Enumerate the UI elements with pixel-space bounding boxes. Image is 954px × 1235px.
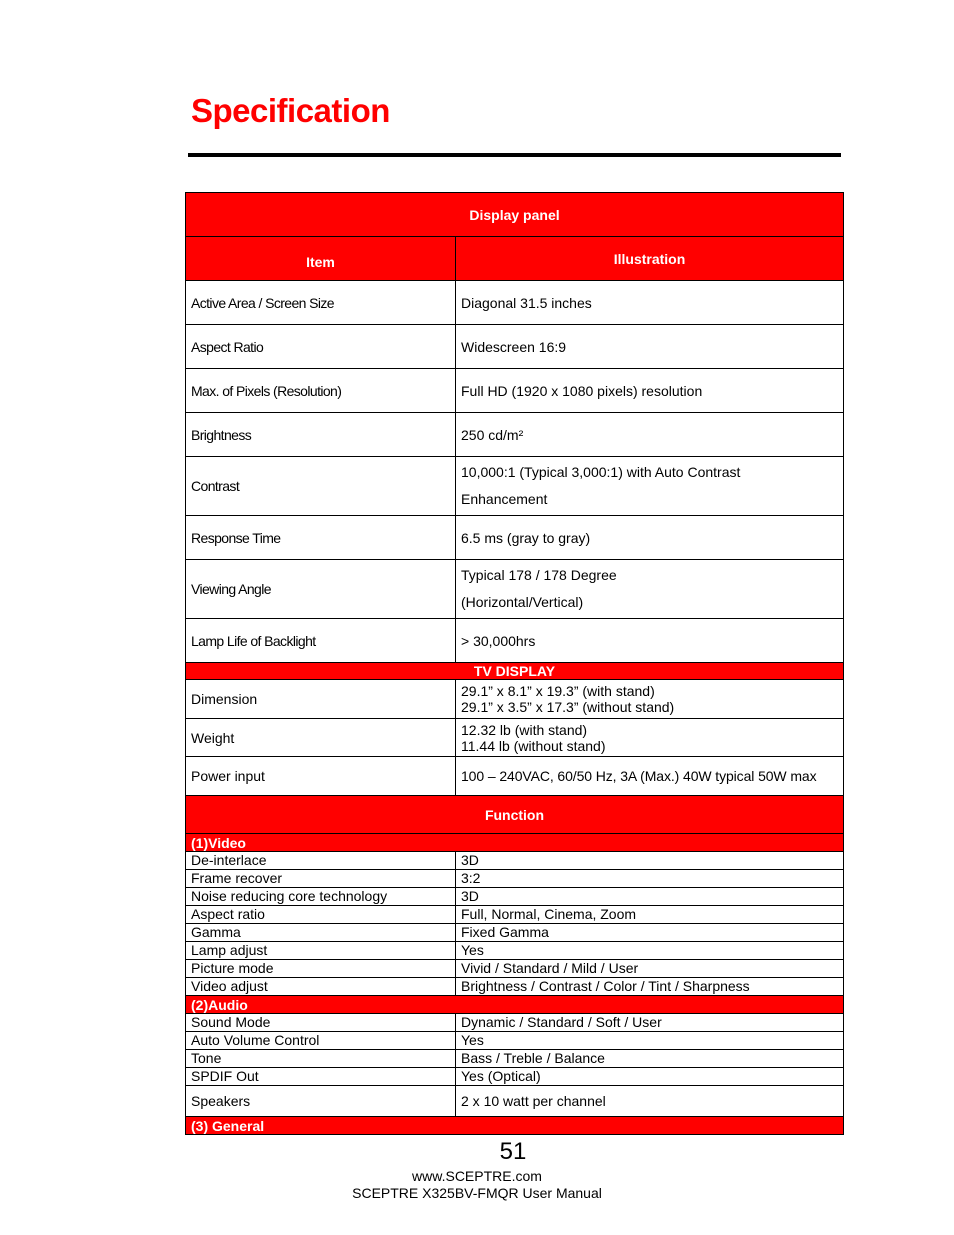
- row-value: Brightness / Contrast / Color / Tint / Sharpness: [456, 978, 844, 996]
- row-value: 3:2: [456, 870, 844, 888]
- page-number: 51: [499, 1138, 527, 1165]
- table-row: [186, 369, 844, 413]
- section-label: Display panel: [186, 193, 844, 237]
- row-item: Noise reducing core technology: [186, 888, 456, 906]
- row-value: > 30,000hrs: [456, 619, 844, 663]
- table-row: [186, 1068, 844, 1086]
- row-item: Brightness: [186, 413, 456, 457]
- row-value: 6.5 ms (gray to gray): [456, 516, 844, 560]
- table-row: [186, 719, 844, 757]
- subsection-video: [186, 834, 844, 852]
- spec-table: [185, 192, 844, 1135]
- row-value: 3D: [456, 852, 844, 870]
- row-item: Auto Volume Control: [186, 1032, 456, 1050]
- table-row: [186, 906, 844, 924]
- row-item: Lamp Life of Backlight: [186, 619, 456, 663]
- row-value: Fixed Gamma: [456, 924, 844, 942]
- table-row: [186, 560, 844, 619]
- row-item: Sound Mode: [186, 1014, 456, 1032]
- row-value: Diagonal 31.5 inches: [456, 281, 844, 325]
- subsection-general: [186, 1117, 844, 1135]
- row-value-line: 10,000:1 (Typical 3,000:1) with Auto Contrast: [461, 464, 741, 480]
- row-item: Lamp adjust: [186, 942, 456, 960]
- row-value: 2 x 10 watt per channel: [456, 1086, 844, 1117]
- section-function: [186, 796, 844, 834]
- subsection-audio: [186, 996, 844, 1014]
- row-item: Max. of Pixels (Resolution): [186, 369, 456, 413]
- table-row: [186, 619, 844, 663]
- row-value: [456, 680, 844, 719]
- row-value: Bass / Treble / Balance: [456, 1050, 844, 1068]
- row-value-line: 29.1” x 3.5” x 17.3” (without stand): [461, 699, 675, 715]
- table-row: [186, 325, 844, 369]
- row-value-line: Enhancement: [461, 491, 548, 507]
- table-row: [186, 1014, 844, 1032]
- row-item: Weight: [186, 719, 456, 757]
- section-label: TV DISPLAY: [186, 663, 844, 680]
- table-row: [186, 960, 844, 978]
- row-item: Contrast: [186, 457, 456, 516]
- row-item: SPDIF Out: [186, 1068, 456, 1086]
- footer-url: www.SCEPTRE.com: [412, 1168, 542, 1184]
- row-item: Tone: [186, 1050, 456, 1068]
- row-value: Full, Normal, Cinema, Zoom: [456, 906, 844, 924]
- row-item: Response Time: [186, 516, 456, 560]
- table-row: [186, 1050, 844, 1068]
- column-header-row: [186, 237, 844, 281]
- table-row: [186, 942, 844, 960]
- row-value: Vivid / Standard / Mild / User: [456, 960, 844, 978]
- row-value: 100 – 240VAC, 60/50 Hz, 3A (Max.) 40W typical 50W max: [456, 757, 844, 796]
- row-value: Full HD (1920 x 1080 pixels) resolution: [456, 369, 844, 413]
- row-item: Gamma: [186, 924, 456, 942]
- row-item: De-interlace: [186, 852, 456, 870]
- table-row: [186, 1086, 844, 1117]
- table-row: [186, 888, 844, 906]
- row-item: Video adjust: [186, 978, 456, 996]
- row-item: Dimension: [186, 680, 456, 719]
- row-value: Yes (Optical): [456, 1068, 844, 1086]
- row-item: Aspect ratio: [186, 906, 456, 924]
- row-item: Speakers: [186, 1086, 456, 1117]
- row-item: Aspect Ratio: [186, 325, 456, 369]
- title-rule: [188, 153, 841, 157]
- table-row: [186, 978, 844, 996]
- row-item: Active Area / Screen Size: [186, 281, 456, 325]
- table-row: [186, 281, 844, 325]
- section-tv-display: [186, 663, 844, 680]
- table-row: [186, 516, 844, 560]
- col-illustration-header: Illustration: [456, 237, 844, 281]
- section-label: Function: [186, 796, 844, 834]
- row-value: Yes: [456, 1032, 844, 1050]
- row-value-line: 11.44 lb (without stand): [461, 737, 606, 754]
- row-item: Picture mode: [186, 960, 456, 978]
- table-row: [186, 870, 844, 888]
- subsection-label: (1)Video: [186, 834, 844, 852]
- row-item: Frame recover: [186, 870, 456, 888]
- page-title: Specification: [191, 92, 390, 129]
- table-row: [186, 757, 844, 796]
- row-value-line: 29.1” x 8.1” x 19.3” (with stand): [461, 683, 655, 699]
- row-value-line: (Horizontal/Vertical): [461, 594, 584, 610]
- row-value: 3D: [456, 888, 844, 906]
- row-value: Widescreen 16:9: [456, 325, 844, 369]
- table-row: [186, 457, 844, 516]
- row-item: Power input: [186, 757, 456, 796]
- footer-manual-title: SCEPTRE X325BV-FMQR User Manual: [352, 1185, 602, 1201]
- row-value: 250 cd/m²: [456, 413, 844, 457]
- subsection-label: (2)Audio: [186, 996, 844, 1014]
- row-value-line: 12.32 lb (with stand): [461, 721, 588, 738]
- subsection-label: (3) General: [186, 1117, 844, 1135]
- row-value: [456, 560, 844, 619]
- row-value-line: Typical 178 / 178 Degree: [461, 567, 617, 583]
- row-item: Viewing Angle: [186, 560, 456, 619]
- table-row: [186, 924, 844, 942]
- table-row: [186, 413, 844, 457]
- row-value: Yes: [456, 942, 844, 960]
- row-value: [456, 457, 844, 516]
- table-row: [186, 680, 844, 719]
- table-row: [186, 1032, 844, 1050]
- table-row: [186, 852, 844, 870]
- row-value: [456, 719, 844, 757]
- col-item-header: Item: [186, 237, 456, 281]
- section-display-panel: [186, 193, 844, 237]
- row-value: Dynamic / Standard / Soft / User: [456, 1014, 844, 1032]
